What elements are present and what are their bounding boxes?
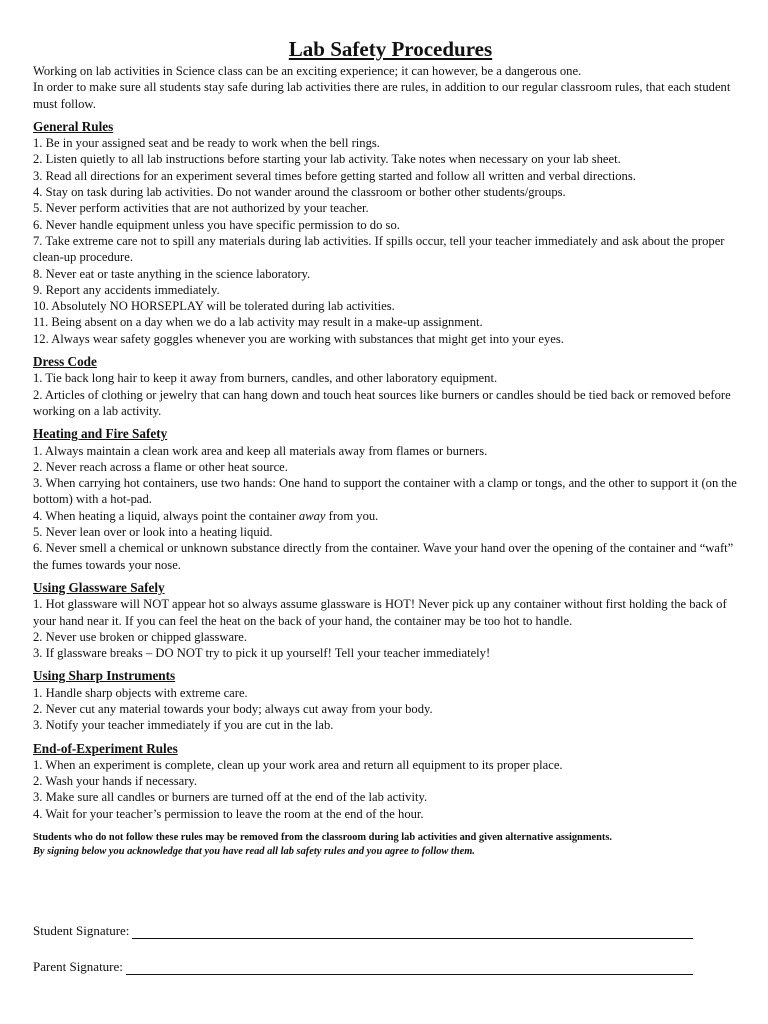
emphasis-text: away xyxy=(298,508,326,523)
rule-item: 1. Hot glassware will NOT appear hot so always assume glassware is HOT! Never pick up any container without first holding the back of your hand near it. If you can feel the heat on the back of your hand, the container may be too hot to handle. xyxy=(33,597,727,628)
section-heading: Using Glassware Safely xyxy=(33,579,165,595)
rule-text: 4. When heating a liquid, always point the container xyxy=(33,508,299,523)
rule-item: 2. Articles of clothing or jewelry that can hang down and touch heat sources like burners or candles should be tied back or removed before working on a lab activity. xyxy=(33,387,731,418)
notice-line-2: By signing below you acknowledge that you have read all lab safety rules and you agree to follow them. xyxy=(33,846,475,858)
section-glassware xyxy=(33,580,748,661)
rule-item: 1. Handle sharp objects with extreme care. xyxy=(33,685,248,700)
section-heading: Heating and Fire Safety xyxy=(33,426,168,442)
acknowledgement-notice xyxy=(33,831,748,859)
rule-item: 3. Read all directions for an experiment several times before getting started and follow all written and verbal directions. xyxy=(33,168,636,183)
rule-item: 1. Be in your assigned seat and be ready to work when the bell rings. xyxy=(33,136,380,151)
section-heading: Dress Code xyxy=(33,354,97,370)
section-heading: General Rules xyxy=(33,118,114,134)
rule-item: 7. Take extreme care not to spill any materials during lab activities. If spills occur, tell your teacher immediately and ask about the proper clean-up procedure. xyxy=(33,233,725,265)
rule-item: 8. Never eat or taste anything in the science laboratory. xyxy=(33,266,311,281)
rule-item: 5. Never lean over or look into a heating liquid. xyxy=(33,525,273,540)
page-title: Lab Safety Procedures xyxy=(288,37,493,61)
rule-item: 9. Report any accidents immediately. xyxy=(33,282,220,297)
rule-item: 4. Wait for your teacher’s permission to leave the room at the end of the hour. xyxy=(33,806,424,821)
parent-signature-row xyxy=(33,959,693,975)
rule-item: 1. Always maintain a clean work area and keep all materials away from flames or burners. xyxy=(33,443,488,458)
rule-item: 1. When an experiment is complete, clean up your work area and return all equipment to its proper place. xyxy=(33,757,563,772)
intro-line-1: Working on lab activities in Science class can be an exciting experience; it can however, be a dangerous one. xyxy=(33,64,582,78)
rule-item: 2. Never reach across a flame or other heat source. xyxy=(33,459,288,474)
section-sharp-instruments xyxy=(33,668,748,733)
rule-item: 4. Stay on task during lab activities. Do not wander around the classroom or bother other students/groups. xyxy=(33,185,566,200)
rule-item: 3. Notify your teacher immediately if you are cut in the lab. xyxy=(33,718,334,733)
section-heading: End-of-Experiment Rules xyxy=(33,740,178,756)
parent-signature-line[interactable] xyxy=(126,960,693,975)
rule-text: from you. xyxy=(325,508,379,523)
intro xyxy=(33,63,748,112)
rule-item: 10. Absolutely NO HORSEPLAY will be tolerated during lab activities. xyxy=(33,299,395,314)
rule-item xyxy=(33,508,748,524)
rule-item: 5. Never perform activities that are not authorized by your teacher. xyxy=(33,201,369,216)
notice-line-1: Students who do not follow these rules may be removed from the classroom during lab activities and given alternative assignments. xyxy=(33,832,612,844)
rule-item: 2. Listen quietly to all lab instructions before starting your lab activity. Take notes when necessary on your lab sheet. xyxy=(33,152,621,167)
section-heading: Using Sharp Instruments xyxy=(33,668,176,684)
section-general-rules xyxy=(33,119,748,347)
parent-signature-label: Parent Signature: xyxy=(33,959,123,974)
rule-item: 2. Wash your hands if necessary. xyxy=(33,774,198,789)
section-dress-code xyxy=(33,354,748,419)
student-signature-row xyxy=(33,923,693,939)
student-signature-label: Student Signature: xyxy=(33,923,130,938)
rule-item: 2. Never cut any material towards your body; always cut away from your body. xyxy=(33,701,433,716)
document-page xyxy=(33,36,748,859)
rule-item: 2. Never use broken or chipped glassware. xyxy=(33,629,248,644)
section-heating-fire-safety xyxy=(33,426,748,573)
rule-item: 3. If glassware breaks – DO NOT try to pick it up yourself! Tell your teacher immediately! xyxy=(33,646,491,661)
section-end-of-experiment xyxy=(33,741,748,822)
student-signature-line[interactable] xyxy=(132,924,693,939)
rule-item: 1. Tie back long hair to keep it away from burners, candles, and other laboratory equipment. xyxy=(33,371,498,386)
intro-line-2: In order to make sure all students stay safe during lab activities there are rules, in addition to our regular classroom rules, that each student must follow. xyxy=(33,80,731,111)
rule-item: 6. Never handle equipment unless you have specific permission to do so. xyxy=(33,217,400,232)
rule-item: 3. Make sure all candles or burners are turned off at the end of the lab activity. xyxy=(33,790,428,805)
rule-item: 11. Being absent on a day when we do a lab activity may result in a make-up assignment. xyxy=(33,315,483,330)
rule-item: 12. Always wear safety goggles whenever you are working with substances that might get into your eyes. xyxy=(33,331,564,346)
rule-item: 3. When carrying hot containers, use two hands: One hand to support the container with a clamp or tongs, and the other to support it (on the bottom) with a hot-pad. xyxy=(33,476,737,507)
rule-item: 6. Never smell a chemical or unknown substance directly from the container. Wave your hand over the opening of the container and “waft” the fumes towards your nose. xyxy=(33,541,734,572)
